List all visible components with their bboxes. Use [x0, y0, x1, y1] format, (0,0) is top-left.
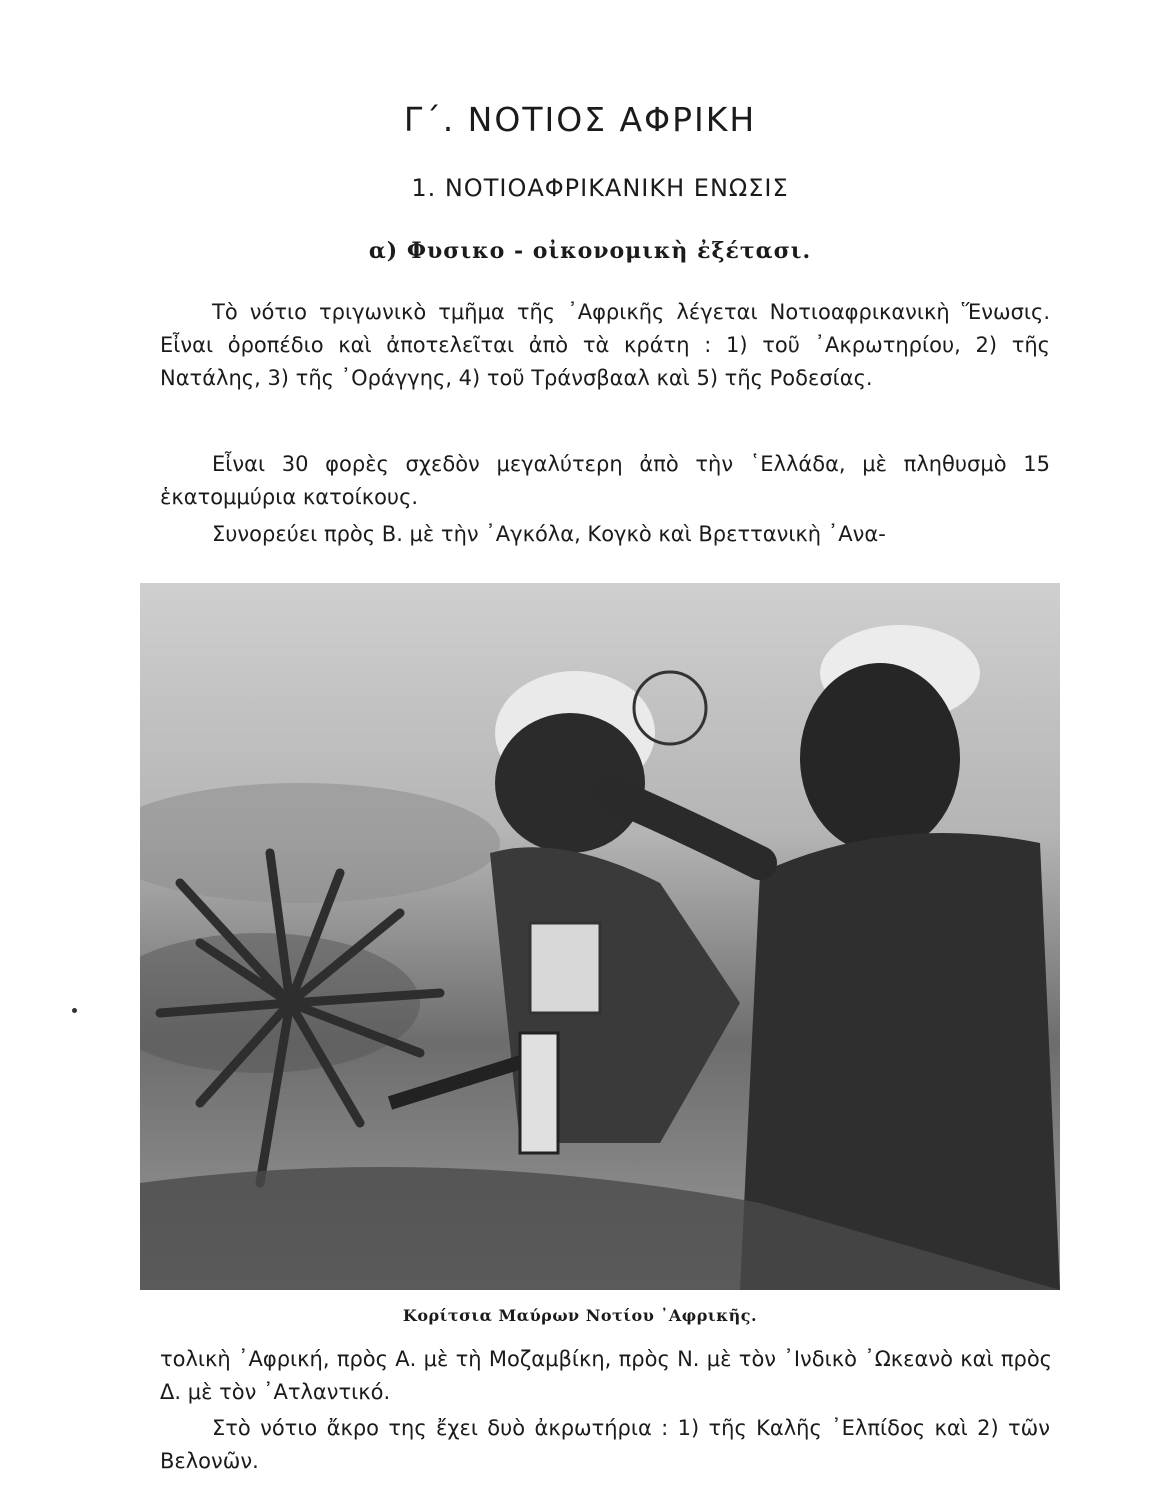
paragraph-size: Εἶναι 30 φορὲς σχεδὸν μεγαλύτερη ἀπὸ τὴν ῾Ελλάδα, μὲ πληθυσμὸ 15 ἑκατομμύρια κατοίκους. [160, 452, 1050, 509]
margin-speck [72, 1008, 77, 1013]
chapter-title: Γ΄. ΝΟΤΙΟΣ ΑΦΡΙΚΗ [403, 100, 757, 139]
paragraph-borders-end: τολικὴ ᾽Αφρική, πρὸς Α. μὲ τὴ Μοζαμβίκη, πρὸς Ν. μὲ τὸν ᾽Ινδικὸ ᾽Ωκεανὸ καὶ πρὸς Δ. μὲ τὸν ᾽Ατλαντικό. [160, 1347, 1052, 1404]
paragraph-intro: Τὸ νότιο τριγωνικὸ τμῆμα τῆς ᾽Αφρικῆς λέγεται Νοτιοαφρικανικὴ Ἕνωσις. Εἶναι ὀροπέδιο καὶ ἀποτελεῖται ἀπὸ τὰ κράτη : 1) τοῦ ᾽Ακρωτηρίου, 2) τῆς Νατάλης, 3) τῆς ᾽Οράγγης, 4) τοῦ Τράνσβααλ καὶ 5) τῆς Ροδεσίας. [160, 300, 1050, 390]
section-title: 1. ΝΟΤΙΟΑΦΡΙΚΑΝΙΚΗ ΕΝΩΣΙΣ [411, 174, 789, 202]
photo-african-girls [140, 583, 1060, 1290]
paragraph-borders-start: Συνορεύει πρὸς Β. μὲ τὴν ᾽Αγκόλα, Κογκὸ καὶ Βρεττανικὴ ᾽Ανα- [212, 522, 886, 546]
photo-caption: Κορίτσια Μαύρων Νοτίου ᾽Αφρικῆς. [402, 1306, 758, 1325]
subsection-title: α) Φυσικο - οἰκονομικὴ ἐξέτασι. [368, 238, 812, 264]
paragraph-capes: Στὸ νότιο ἄκρο της ἔχει δυὸ ἀκρωτήρια : 1) τῆς Καλῆς ᾽Ελπίδος καὶ 2) τῶν Βελονῶν. [160, 1416, 1050, 1473]
